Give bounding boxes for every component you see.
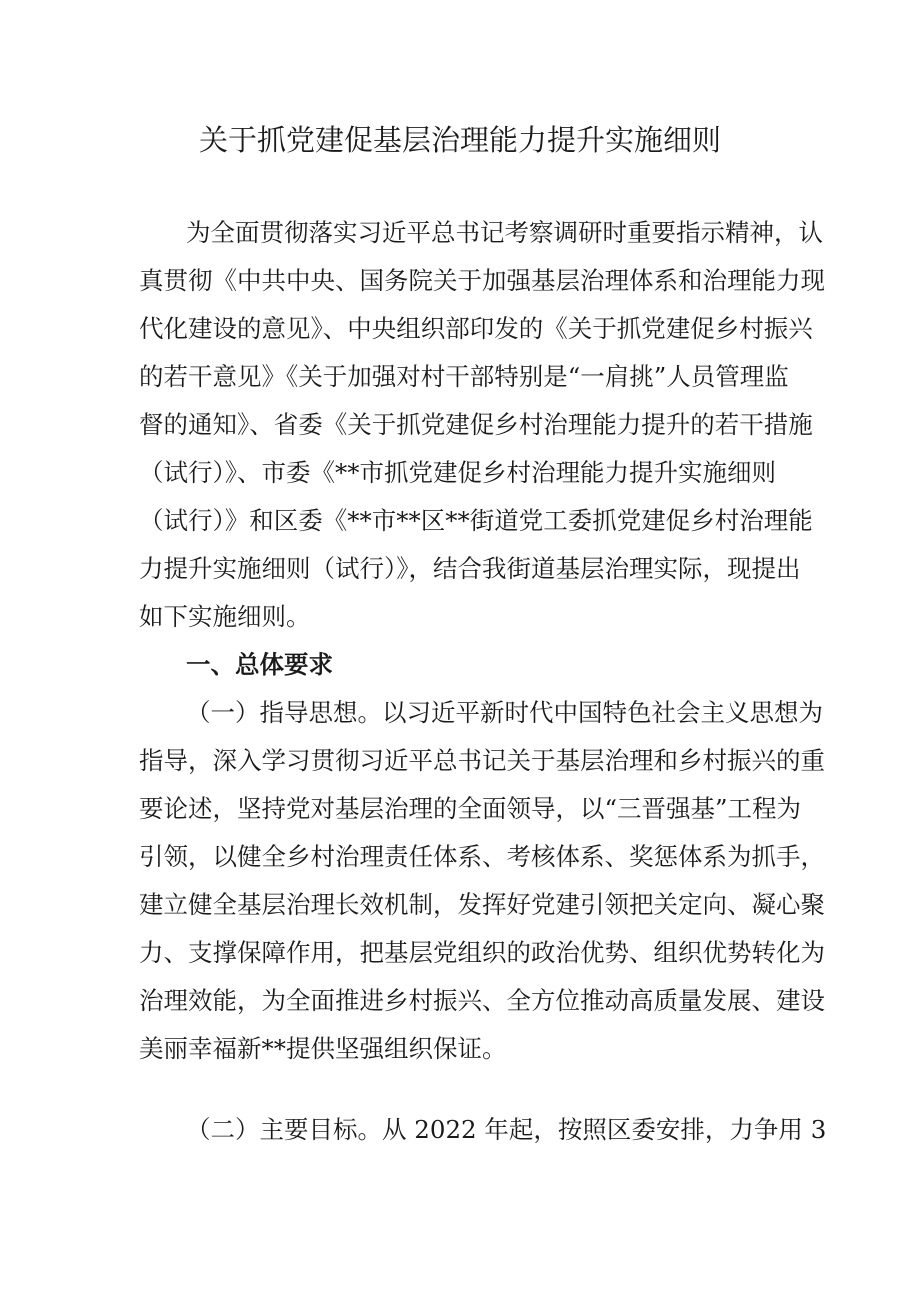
guiding-line: 要论述，坚持党对基层治理的全面领导，以“三晋强基”工程为 — [139, 794, 802, 823]
intro-line: （试行）》和区委《**市**区**街道党工委抓党建促乡村治理能 — [139, 506, 813, 535]
document-title: 关于抓党建促基层治理能力提升实施细则 — [198, 123, 721, 157]
intro-line: 代化建设的意见》、中央组织部印发的《关于抓党建促乡村振兴 — [139, 314, 813, 343]
intro-line: 的若干意见》《关于加强对村干部特别是“一肩挑”人员管理监 — [139, 362, 789, 391]
guiding-line: 美丽幸福新**提供坚强组织保证。 — [139, 1034, 507, 1063]
intro-line: 督的通知》、省委《关于抓党建促乡村治理能力提升的若干措施 — [139, 410, 813, 439]
intro-line: 真贯彻《中共中央、国务院关于加强基层治理体系和治理能力现 — [139, 266, 825, 295]
intro-line: 为全面贯彻落实习近平总书记考察调研时重要指示精神，认 — [186, 218, 823, 247]
guiding-line: 治理效能，为全面推进乡村振兴、全方位推动高质量发展、建设 — [139, 986, 825, 1015]
guiding-line: 指导，深入学习贯彻习近平总书记关于基层治理和乡村振兴的重 — [139, 746, 825, 775]
intro-line: 力提升实施细则（试行）》，结合我街道基层治理实际，现提出 — [139, 554, 801, 583]
guiding-line: 引领，以健全乡村治理责任体系、考核体系、奖惩体系为抓手， — [139, 842, 825, 871]
guiding-line: 力、支撑保障作用，把基层党组织的政治优势、组织优势转化为 — [139, 938, 825, 967]
section-heading: 一、总体要求 — [186, 650, 333, 679]
guiding-line: 建立健全基层治理长效机制，发挥好党建引领把关定向、凝心聚 — [139, 890, 825, 919]
intro-line: （试行）》、市委《**市抓党建促乡村治理能力提升实施细则 — [139, 458, 776, 487]
guiding-line: （一）指导思想。以习近平新时代中国特色社会主义思想为 — [186, 698, 823, 727]
intro-line: 如下实施细则。 — [139, 602, 311, 631]
goal-line: （二）主要目标。从 2022 年起，按照区委安排，力争用 3 — [186, 1115, 827, 1144]
